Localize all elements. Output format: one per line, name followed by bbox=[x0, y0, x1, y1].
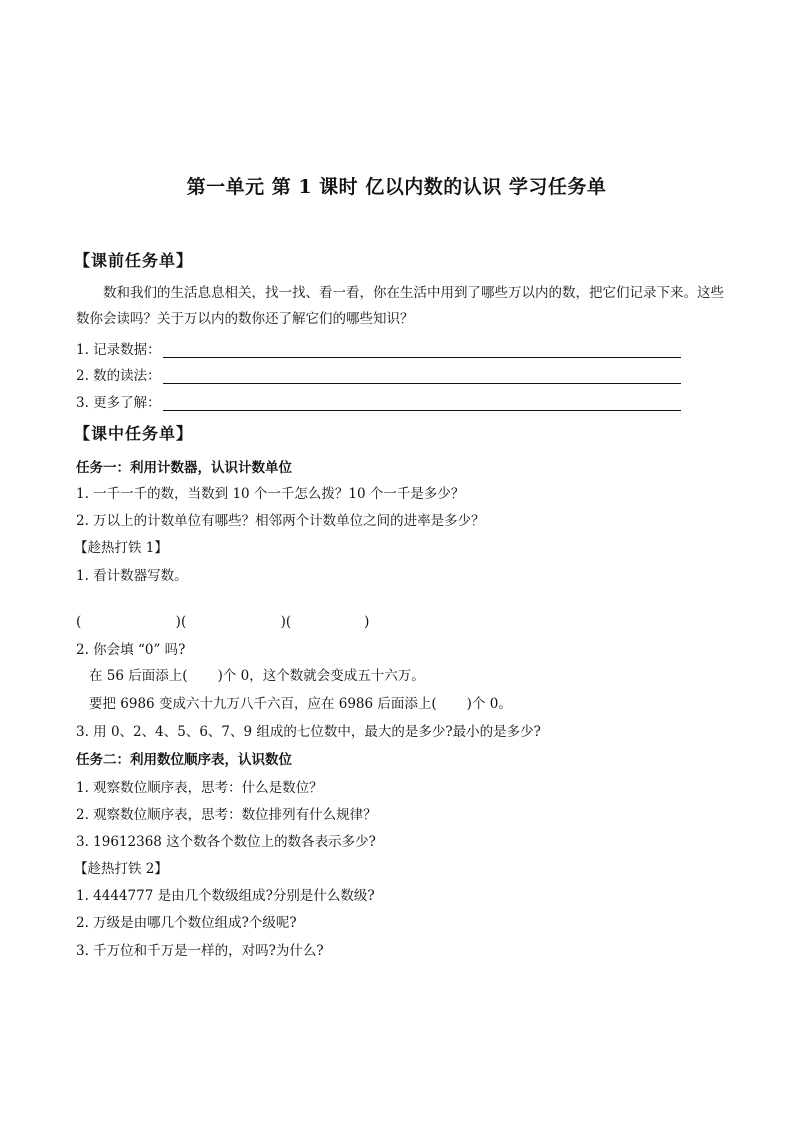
practice1-heading: 【趁热打铁 1】 bbox=[74, 540, 168, 556]
practice1-question-2a: 在 56 后面添上( )个 0，这个数就会变成五十六万。 bbox=[89, 668, 425, 684]
task1-heading: 任务一：利用计数器，认识计数单位 bbox=[76, 460, 292, 476]
record-data-row bbox=[76, 338, 681, 358]
practice2-heading: 【趁热打铁 2】 bbox=[74, 861, 168, 877]
task2-question-2: 2. 观察数位顺序表，思考：数位排列有什么规律？ bbox=[76, 807, 377, 823]
abacus-answer-blanks[interactable]: ( )( )( ) bbox=[76, 614, 370, 630]
task2-question-3: 3. 19612368 这个数各个数位上的数各表示多少? bbox=[76, 834, 376, 850]
practice2-question-3: 3. 千万位和千万是一样的，对吗?为什么? bbox=[76, 943, 324, 959]
task2-question-1: 1. 观察数位顺序表，思考：什么是数位？ bbox=[76, 780, 323, 796]
task1-question-2: 2. 万以上的计数单位有哪些？相邻两个计数单位之间的进率是多少？ bbox=[76, 513, 485, 529]
pre-class-heading: 【课前任务单】 bbox=[74, 251, 194, 270]
practice1-question-3: 3. 用 0、2、4、5、6、7、9 组成的七位数中，最大的是多少?最小的是多少? bbox=[76, 724, 541, 740]
pre-class-paragraph: 数和我们的生活息息相关，找一找、看一看，你在生活中用到了哪些万以内的数，把它们记录下来。这些数你会读吗？关于万以内的数你还了解它们的哪些知识？ bbox=[76, 285, 724, 327]
task1-question-1: 1. 一千一千的数，当数到 10 个一千怎么拨？10 个一千是多少？ bbox=[76, 486, 465, 502]
more-info-label: 3. 更多了解： bbox=[76, 395, 161, 411]
reading-label: 2. 数的读法： bbox=[76, 368, 161, 384]
practice1-question-2b: 要把 6986 变成六十九万八千六百，应在 6986 后面添上( )个 0。 bbox=[89, 696, 512, 712]
task2-heading: 任务二：利用数位顺序表，认识数位 bbox=[76, 752, 292, 768]
page-title: 第一单元 第 1 课时 亿以内数的认识 学习任务单 bbox=[186, 176, 607, 198]
record-data-label: 1. 记录数据： bbox=[76, 342, 161, 358]
reading-blank[interactable] bbox=[163, 369, 681, 384]
practice2-question-2: 2. 万级是由哪几个数位组成?个级呢? bbox=[76, 915, 297, 931]
practice2-question-1: 1. 4444777 是由几个数级组成?分别是什么数级? bbox=[76, 888, 375, 904]
reading-row bbox=[76, 364, 681, 384]
more-info-row bbox=[76, 391, 681, 411]
record-data-blank[interactable] bbox=[163, 343, 681, 358]
in-class-heading: 【课中任务单】 bbox=[74, 424, 194, 443]
practice1-question-1: 1. 看计数器写数。 bbox=[76, 568, 188, 584]
practice1-question-2: 2. 你会填 “0” 吗? bbox=[76, 642, 186, 658]
more-info-blank[interactable] bbox=[163, 396, 681, 411]
